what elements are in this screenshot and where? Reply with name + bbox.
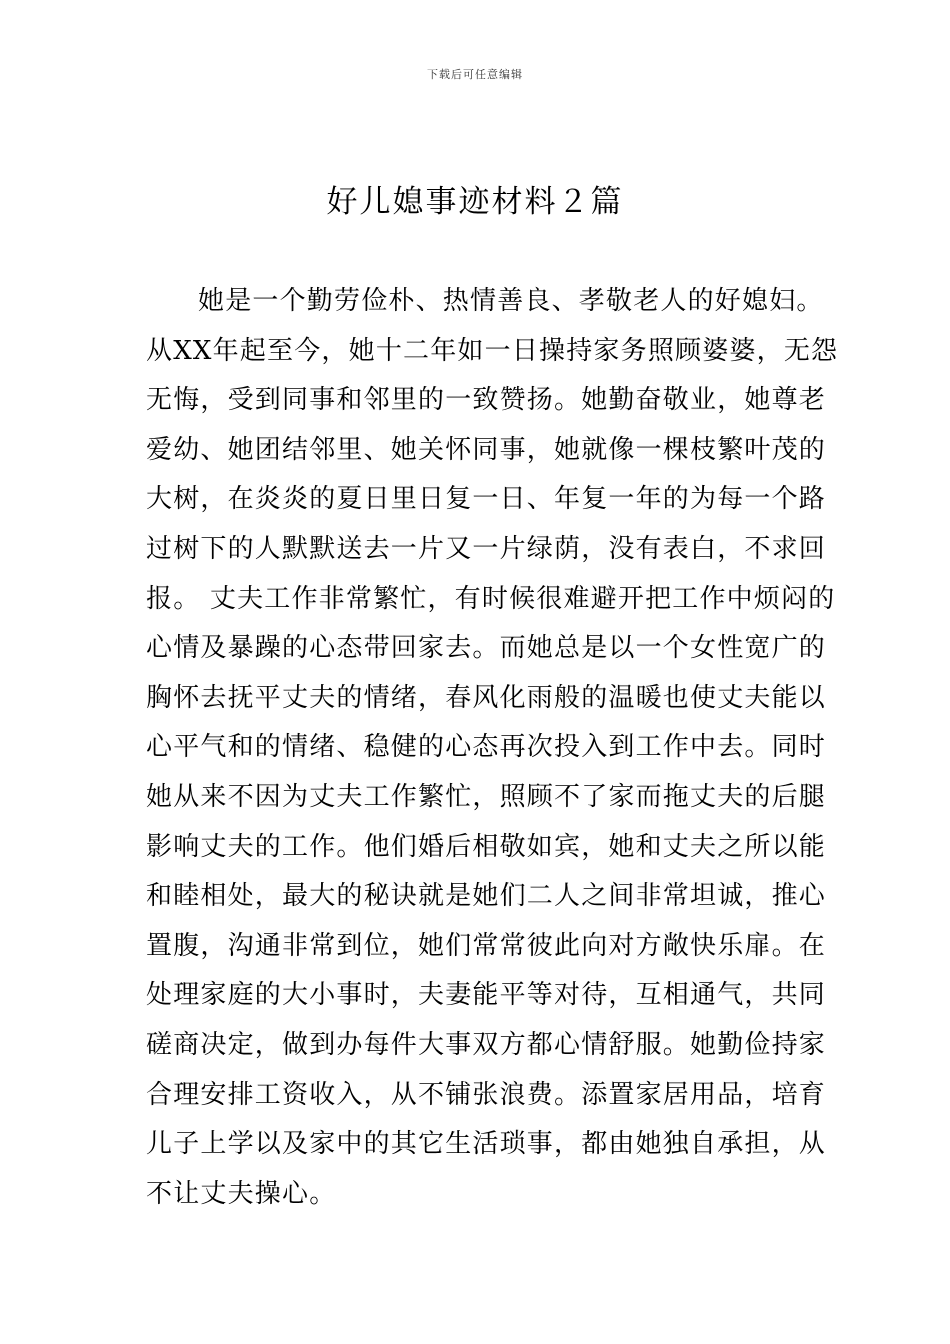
body-line: 不让丈夫操心。 — [146, 1178, 337, 1209]
body-line: 报。 丈夫工作非常繁忙，有时候很难避开把工作中烦闷的 — [146, 583, 836, 614]
body-line: 心平气和的情绪、稳健的心态再次投入到工作中去。同时 — [146, 732, 827, 763]
document-title: 好儿媳事迹材料２篇 — [326, 184, 624, 220]
body-line: 从XX年起至今，她十二年如一日操持家务照顾婆婆，无怨 — [146, 335, 839, 366]
document-body — [146, 277, 839, 1219]
body-line: 和睦相处，最大的秘诀就是她们二人之间非常坦诚，推心 — [146, 881, 827, 912]
body-line: 处理家庭的大小事时，夫妻能平等对待，互相通气，共同 — [146, 980, 827, 1011]
body-line: 磋商决定，做到办每件大事双方都心情舒服。她勤俭持家 — [146, 1029, 827, 1060]
body-line: 儿子上学以及家中的其它生活琐事，都由她独自承担，从 — [146, 1129, 827, 1160]
body-line: 她从来不因为丈夫工作繁忙，照顾不了家而拖丈夫的后腿 — [146, 781, 827, 812]
body-line: 置腹，沟通非常到位，她们常常彼此向对方敞快乐扉。在 — [146, 930, 827, 961]
page-header: 下载后可任意编辑 — [427, 68, 523, 81]
body-line: 大树，在炎炎的夏日里日复一日、年复一年的为每一个路 — [146, 484, 827, 515]
body-line: 合理安排工资收入，从不铺张浪费。添置家居用品，培育 — [146, 1079, 827, 1110]
body-line: 无悔，受到同事和邻里的一致赞扬。她勤奋敬业，她尊老 — [146, 385, 827, 416]
body-line: 爱幼、她团结邻里、她关怀同事，她就像一棵枝繁叶茂的 — [146, 434, 827, 465]
body-line: 心情及暴躁的心态带回家去。而她总是以一个女性宽广的 — [146, 633, 827, 664]
body-line: 过树下的人默默送去一片又一片绿荫，没有表白，不求回 — [146, 533, 827, 564]
body-line: 她是一个勤劳俭朴、热情善良、孝敬老人的好媳妇。 — [198, 286, 824, 316]
body-line: 胸怀去抚平丈夫的情绪，春风化雨般的温暖也使丈夫能以 — [146, 682, 827, 713]
body-line: 影响丈夫的工作。他们婚后相敬如宾，她和丈夫之所以能 — [146, 831, 827, 862]
